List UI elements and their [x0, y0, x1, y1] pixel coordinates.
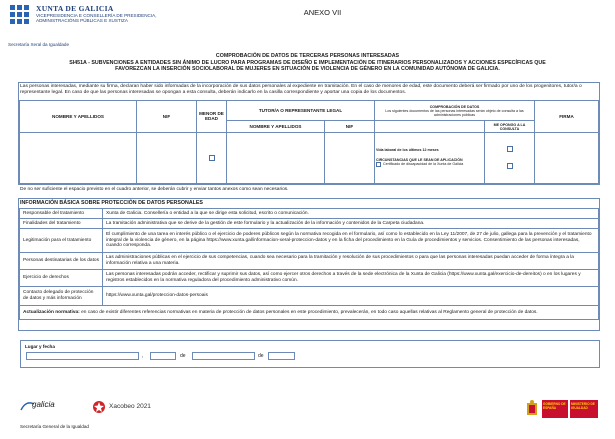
persons-table — [19, 100, 599, 184]
info-table — [19, 208, 599, 320]
place-date-label: Lugar y fecha — [25, 344, 55, 349]
info-row — [20, 229, 599, 253]
place-input[interactable] — [26, 352, 139, 360]
oppose-vida-laboral-checkbox[interactable] — [507, 146, 513, 152]
col-check-header — [375, 101, 535, 121]
xacobeo-wordmark: Xacobeo 2021 — [109, 403, 151, 410]
col-minor-header: MENOR DE EDAD — [197, 101, 227, 133]
info-value[interactable]: https://www.xunta.gal/proteccion-datos-persoais — [103, 287, 599, 306]
cell-nif[interactable] — [137, 132, 197, 183]
info-key: Contacto delegado de protección de datos y más información — [20, 287, 103, 306]
col-nif-header: NIF — [137, 101, 197, 133]
year-input[interactable] — [268, 352, 295, 360]
doc-vida-laboral: Vida laboral de los últimos 12 meses — [376, 148, 439, 153]
logo-sub-line-1: VICEPRESIDENCIA E CONSELLERÍA DE PRESIDENCIA, — [36, 13, 157, 18]
col-check-title: COMPROBACIÓN DE DATOS — [429, 104, 480, 109]
col-docs-spacer — [375, 121, 485, 132]
spain-coat-of-arms-icon — [524, 399, 540, 419]
info-row — [20, 219, 599, 229]
cell-tutor-name[interactable] — [227, 132, 325, 183]
col-check-subtitle: Los siguientes documentos de las personas interesadas serán objeto de consulta a las administraciones públicas — [385, 108, 524, 117]
info-value: Las personas interesadas podrán acceder, rectificar y suprimir sus datos, así como ejercer otros derechos a través de la sede electrónica de la Xunta de Galicia (https://www.xunta.gal/exercicio-de-dereitos) o en los lugares y registros establecidos en la normativa reguladora del procedimiento administrativo común. — [103, 270, 599, 287]
persons-intro: Las personas interesadas, mediante su firma, declaran haber sido informadas de la incorporación de sus datos personales al expediente en tramitación. En el caso de menores de edad, este documento deberá ser firmado por uno de los progenitores, tutor/a o representante legal. En caso de que las personas interesadas se opongan a esta consulta, deberán indicarlo en la casilla correspondiente y aportar una copia de los documentos. — [20, 84, 582, 95]
info-title: INFORMACIÓN BÁSICA SOBRE PROTECCIÓN DE DATOS PERSONALES — [20, 200, 203, 206]
info-row — [20, 253, 599, 270]
page-title — [10, 53, 605, 73]
info-key: Personas destinatarias de los datos — [20, 253, 103, 270]
cell-sign[interactable] — [535, 132, 599, 183]
col-tutor-header: TUTOR/A O REPRESENTANTE LEGAL — [227, 101, 375, 121]
col-name-header: NOMBRE Y APELLIDOS — [20, 101, 137, 133]
xacobeo-logo — [92, 400, 162, 416]
info-key: Finalidades del tratamiento — [20, 219, 103, 229]
info-key: Responsable del tratamiento — [20, 209, 103, 219]
comma-separator: , — [142, 353, 144, 359]
info-row — [20, 270, 599, 287]
annex-label: ANEXO VII — [303, 8, 342, 17]
cell-oppose — [485, 132, 535, 183]
galicia-logo — [20, 398, 80, 414]
info-row — [20, 287, 599, 306]
info-key: Ejercicio de derechos — [20, 270, 103, 287]
info-value: Xunta de Galicia. Consellería o entidad a la que se dirige esta solicitud, escrito o comunicación. — [103, 209, 599, 219]
title-line-1: COMPROBACIÓN DE DATOS DE TERCERAS PERSONAS INTERESADAS — [215, 53, 400, 59]
cell-name[interactable] — [20, 132, 137, 183]
day-input[interactable] — [150, 352, 176, 360]
col-sign-header: FIRMA — [535, 101, 599, 133]
title-line-2: SI451A - SUBVENCIONES A ENTIDADES SIN ÁNIMO DE LUCRO PARA PROGRAMAS DE DISEÑO E IMPLEMENTACIÓN DE ITINERARIOS PERSONALIZADOS Y ACCIONES ESPECÍFICAS QUE — [69, 59, 546, 66]
doc-discapacidad: Certificado de discapacidad de la Xunta de Galicia — [383, 162, 464, 167]
gobierno-espana-logo — [524, 399, 599, 421]
de-separator-2: de — [258, 353, 264, 359]
doc-circumstances-label: CIRCUNSTANCIAS QUE LE SEAN DE APLICACIÓN — [376, 158, 463, 163]
de-separator-1: de — [180, 353, 186, 359]
info-update-note — [20, 306, 599, 320]
oppose-discapacidad-checkbox[interactable] — [507, 163, 513, 169]
logo-sub-line-2: ADMINISTRACIÓNS PÚBLICAS E XUSTIZA — [36, 18, 128, 24]
col-tutor-nif-header: NIF — [325, 121, 375, 132]
footer-secretaria: Secretaría General de la Igualdad — [20, 424, 89, 429]
info-update-value: en caso de existir diferentes referencias normativas en materia de protección de datos personales en este procedimiento, prevalecerán, en todo caso aquellas relativas al Reglamento general de protección de datos. — [81, 309, 538, 315]
discapacidad-checkbox[interactable] — [376, 162, 381, 167]
col-tutor-name-header: NOMBRE Y APELLIDOS — [227, 121, 325, 132]
month-input[interactable] — [192, 352, 255, 360]
cell-documents — [375, 132, 485, 183]
info-row — [20, 306, 599, 320]
doc-discapacidad-row — [376, 162, 483, 167]
minor-checkbox[interactable] — [209, 155, 215, 161]
ministerio-label: MINISTERIO DE IGUALDAD — [570, 400, 598, 418]
logo-title: XUNTA DE GALICIA — [36, 4, 114, 13]
col-oppose-header: ME OPONGO A LA CONSULTA — [485, 121, 535, 132]
cell-minor — [197, 132, 227, 183]
title-line-3: FAVOREZCAN LA INSERCIÓN SOCIOLABORAL DE MUJERES EN SITUACIÓN DE VIOLENCIA DE GÉNERO EN LA COMUNIDAD AUTÓNOMA DE GALICIA. — [115, 66, 500, 73]
info-key: Legitimación para el tratamiento — [20, 229, 103, 253]
galicia-wordmark: galicia — [32, 400, 55, 409]
secretaria-xeral-label: Secretaría Xeral da Igualdade — [8, 42, 70, 47]
info-row — [20, 209, 599, 219]
info-value: Las administraciones públicas en el ejercicio de sus competencias, cuando sea necesario para la tramitación y resolución de sus procedimientos o para que las personas interesadas puedan acceder de forma íntegra a la información relativa a una materia. — [103, 253, 599, 270]
cell-tutor-nif[interactable] — [325, 132, 375, 183]
persons-note: De no ser suficiente el espacio previsto en el cuadro anterior, se deberán cubrir y enviar tantos anexos como sean necesarios. — [20, 187, 289, 192]
xacobeo-star-icon — [92, 400, 106, 414]
gobierno-label: GOBIERNO DE ESPAÑA — [542, 400, 568, 418]
info-value: El cumplimiento de una tarea en interés público o el ejercicio de poderes públicos según la normativa recogida en el formulario, así como lo establecido en la Ley 11/2007, de 27 de julio, gallega para la prevención y el tratamiento integral de la violencia de género, en la página https://www.xunta.gal/informacion-xeral-proteccion-datos y en la ficha del procedimiento en la Guía de procedimientos y servicios. Consentimiento de las personas interesadas, cuando corresponda. — [103, 229, 599, 253]
info-value: La tramitación administrativa que se derive de la gestión de este formulario y la actualización de la información y contenidos de la Carpeta ciudadana. — [103, 219, 599, 229]
info-update-key: Actualización normativa: — [23, 309, 80, 315]
